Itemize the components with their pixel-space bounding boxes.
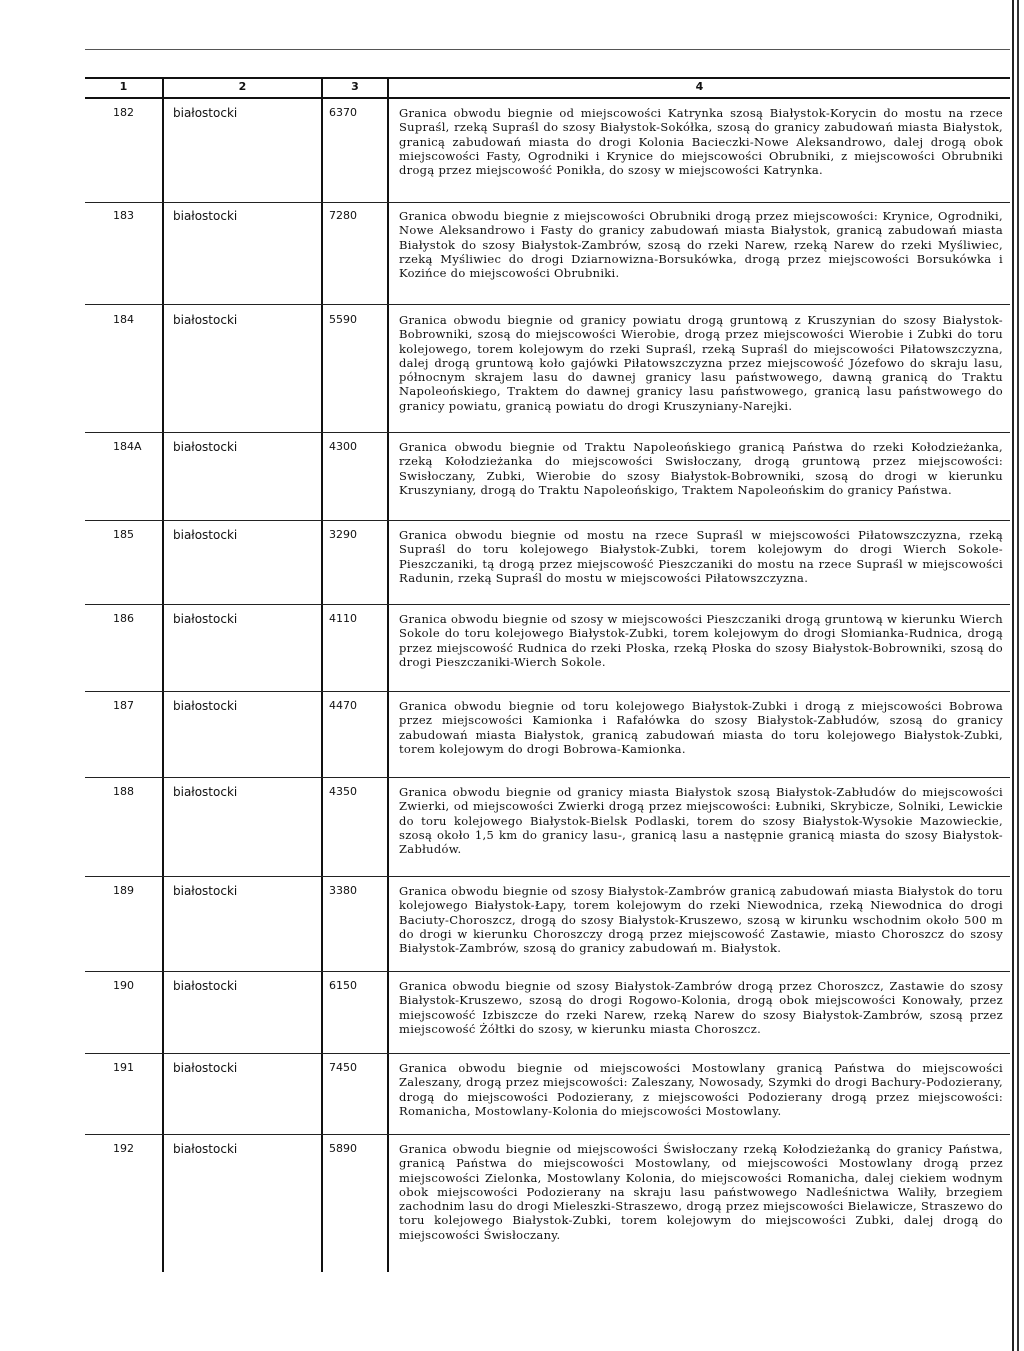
boundary-description: Granica obwodu biegnie od mostu na rzece Supraśl w miejscowości Piłatowszczyzna, rzeką Supraśl do toru kolejowego Białystok-Zubki, torem kolejowym do drogi Wierch Sokole-Pieszczaniki, tą drogą przez miejscowość Pieszczaniki do mostu na rzece Supraśl w miejscowości Radunin, rzeką Supraśl do mostu w miejscowości Piłatowszczyzna. (399, 528, 1003, 585)
voivodeship: białostocki (173, 1142, 238, 1156)
area-value: 4350 (329, 785, 357, 798)
header-col-4: 4 (695, 80, 704, 93)
boundary-description: Granica obwodu biegnie od miejscowości Mostowlany granicą Państwa do miejscowości Zaleszany, drogą przez miejscowości: Zaleszany, Nowosady, Szymki do drogi Bachury-Podozierany, drogą do miejscowości Podozierany, z miejscowości Podozierany drogą przez miejscowości: Romanicha, Mostowlany-Kolonia do miejscowości Mostowlany. (399, 1061, 1003, 1118)
top-rule (85, 49, 1010, 50)
row-separator (85, 691, 1010, 692)
header-col-3: 3 (351, 80, 359, 93)
row-separator (85, 520, 1010, 521)
row-separator (85, 1053, 1010, 1054)
row-number: 185 (113, 528, 134, 541)
voivodeship: białostocki (173, 785, 238, 799)
area-value: 5890 (329, 1142, 357, 1155)
row-separator (85, 202, 1010, 203)
row-separator (85, 876, 1010, 877)
column-divider (321, 77, 323, 1272)
boundary-description: Granica obwodu biegnie od Traktu Napoleońskiego granicą Państwa do rzeki Kołodzieżanka, rzeką Kołodzieżanka do miejscowości Swisłoczany, drogą gruntową przez miejscowości: Swisłoczany, Zubki, Wierobie do szosy Białystok-Bobrowniki, szosą do drogi w kierunku Kruszyniany, drogą do Traktu Napoleońskigo, Traktem Napoleońskim do granicy Państwa. (399, 440, 1003, 497)
voivodeship: białostocki (173, 106, 238, 120)
boundary-description: Granica obwodu biegnie od miejscowości Katrynka szosą Białystok-Korycin do mostu na rzece Supraśl, rzeką Supraśl do szosy Białystok-Sokółka, szosą do granicy zabudowań miasta Białystok, granicą zabudowań miasta do drogi Kolonia Bacieczki-Nowe Aleksandrowo, dalej drogą obok miejscowości Fasty, Ogrodniki i Krynice do miejscowości Obrubniki, z miejscowości Obrubniki drogą przez miejscowość Ponikła, do szosy w miejscowości Katrynka. (399, 106, 1003, 178)
row-separator (85, 432, 1010, 433)
boundary-description: Granica obwodu biegnie od toru kolejowego Białystok-Zubki i drogą z miejscowości Bobrowa przez miejscowości Kamionka i Rafałówka do szosy Białystok-Zabłudów, szosą do granicy zabudowań miasta Białystok, granicą zabudowań miasta do toru kolejowego Białystok-Zubki, torem kolejowym do drogi Bobrowa-Kamionka. (399, 699, 1003, 756)
area-value: 3290 (329, 528, 357, 541)
row-number: 189 (113, 884, 134, 897)
row-number: 191 (113, 1061, 134, 1074)
voivodeship: białostocki (173, 1061, 238, 1075)
row-number: 184A (113, 440, 142, 453)
voivodeship: białostocki (173, 612, 238, 626)
row-separator (85, 777, 1010, 778)
voivodeship: białostocki (173, 884, 238, 898)
row-number: 190 (113, 979, 134, 992)
boundary-description: Granica obwodu biegnie z miejscowości Obrubniki drogą przez miejscowości: Krynice, Ogrodniki, Nowe Aleksandrowo i Fasty do granicy zabudowań miasta Białystok, granicą zabudowań miasta Białystok do szosy Białystok-Zambrów, szosą do rzeki Narew, rzeką Narew do rzeki Myśliwiec, rzeką Myśliwiec do drogi Dziarnowizna-Borsukówka, drogą przez miejscowości Borsukówka i Kozińce do miejscowości Obrubniki. (399, 209, 1003, 281)
row-number: 188 (113, 785, 134, 798)
boundary-description: Granica obwodu biegnie od szosy w miejscowości Pieszczaniki drogą gruntową w kierunku Wierch Sokole do toru kolejowego Białystok-Zubki, torem kolejowym do drogi Słomianka-Rudnica, drogą przez miejscowość Rudnica do rzeki Płoska, rzeką Płoska do szosy Białystok-Bobrowniki, szosą do drogi Pieszczaniki-Wierch Sokole. (399, 612, 1003, 669)
row-number: 183 (113, 209, 134, 222)
area-value: 4300 (329, 440, 357, 453)
voivodeship: białostocki (173, 528, 238, 542)
row-separator (85, 304, 1010, 305)
column-divider (162, 77, 164, 1272)
boundary-description: Granica obwodu biegnie od granicy powiatu drogą gruntową z Kruszynian do szosy Białystok-Bobrowniki, szosą do miejscowości Wierobie, drogą przez miejscowości Wierobie i Zubki do toru kolejowego, torem kolejowym do rzeki Supraśl, rzeką Supraśl do miejscowości Piłatowszczyzna, dalej drogą gruntową koło gajówki Piłatowszczyzna przez miejscowość Józefowo do skraju lasu, północnym skrajem lasu do dawnej granicy lasu państwowego, dawną granicą do Traktu Napoleońskiego, Traktem do dawnej granicy lasu państwowego, granicą lasu państwowego do granicy powiatu, granicą powiatu do drogi Kruszyniany-Narejki. (399, 313, 1003, 413)
row-number: 182 (113, 106, 134, 119)
row-separator (85, 1134, 1010, 1135)
area-value: 4110 (329, 612, 357, 625)
area-value: 3380 (329, 884, 357, 897)
voivodeship: białostocki (173, 979, 238, 993)
boundary-description: Granica obwodu biegnie od szosy Białystok-Zambrów granicą zabudowań miasta Białystok do toru kolejowego Białystok-Łapy, torem kolejowym do rzeki Niewodnica, rzeką Niewodnica do drogi Baciuty-Choroszcz, drogą do szosy Białystok-Kruszewo, szosą w kirunku wschodnim około 500 m do drogi w kierunku Choroszczy drogą przez miejscowość Zastawie, miasto Choroszcz do szosy Białystok-Zambrów, szosą do granicy zabudowań m. Białystok. (399, 884, 1003, 956)
voivodeship: białostocki (173, 209, 238, 223)
boundary-description: Granica obwodu biegnie od miejscowości Świsłoczany rzeką Kołodzieżanką do granicy Państwa, granicą Państwa do miejscowości Mostowlany, od miejscowości Mostowlany drogą przez miejscowości Zielonka, Mostowlany Kolonia, do miejscowości Romanicha, dalej ciekiem wodnym obok miejscowości Podozierany na skraju lasu państwowego Nadleśnictwa Waliły, brzegiem zachodnim lasu do drogi Mieleszki-Straszewo, drogą przez miejscowości Bielawicze, Straszewo do toru kolejowego Białystok-Zubki, torem kolejowym do miejscowości Zubki, dalej drogą do miejscowości Świsłoczany. (399, 1142, 1003, 1242)
area-value: 7450 (329, 1061, 357, 1074)
voivodeship: białostocki (173, 699, 238, 713)
page-edge (1012, 0, 1024, 1351)
boundary-description: Granica obwodu biegnie od szosy Białystok-Zambrów drogą przez Choroszcz, Zastawie do szosy Białystok-Kruszewo, szosą do drogi Rogowo-Kolonia, drogą obok miejscowości Konowały, przez miejscowość Izbiszcze do rzeki Narew, rzeką Narew do szosy Białystok-Zambrów, szosą przez miejscowość Żółtki do szosy, w kierunku miasta Choroszcz. (399, 979, 1003, 1036)
area-value: 6370 (329, 106, 357, 119)
voivodeship: białostocki (173, 313, 238, 327)
row-number: 184 (113, 313, 134, 326)
header-col-1: 1 (119, 80, 128, 93)
table-header (85, 77, 1010, 99)
row-separator (85, 971, 1010, 972)
area-value: 7280 (329, 209, 357, 222)
header-col-2: 2 (238, 80, 247, 93)
voivodeship: białostocki (173, 440, 238, 454)
area-value: 6150 (329, 979, 357, 992)
boundary-description: Granica obwodu biegnie od granicy miasta Białystok szosą Białystok-Zabłudów do miejscowości Zwierki, od miejscowości Zwierki drogą przez miejscowości: Łubniki, Skrybicze, Solniki, Lewickie do toru kolejowego Białystok-Bielsk Podlaski, torem do szosy Białystok-Wysokie Mazowieckie, szosą około 1,5 km do granicy lasu-, granicą lasu a następnie granicą miasta do szosy Białystok-Zabłudów. (399, 785, 1003, 857)
row-number: 187 (113, 699, 134, 712)
row-separator (85, 604, 1010, 605)
row-number: 186 (113, 612, 134, 625)
row-number: 192 (113, 1142, 134, 1155)
area-value: 5590 (329, 313, 357, 326)
column-divider (387, 77, 389, 1272)
area-value: 4470 (329, 699, 357, 712)
